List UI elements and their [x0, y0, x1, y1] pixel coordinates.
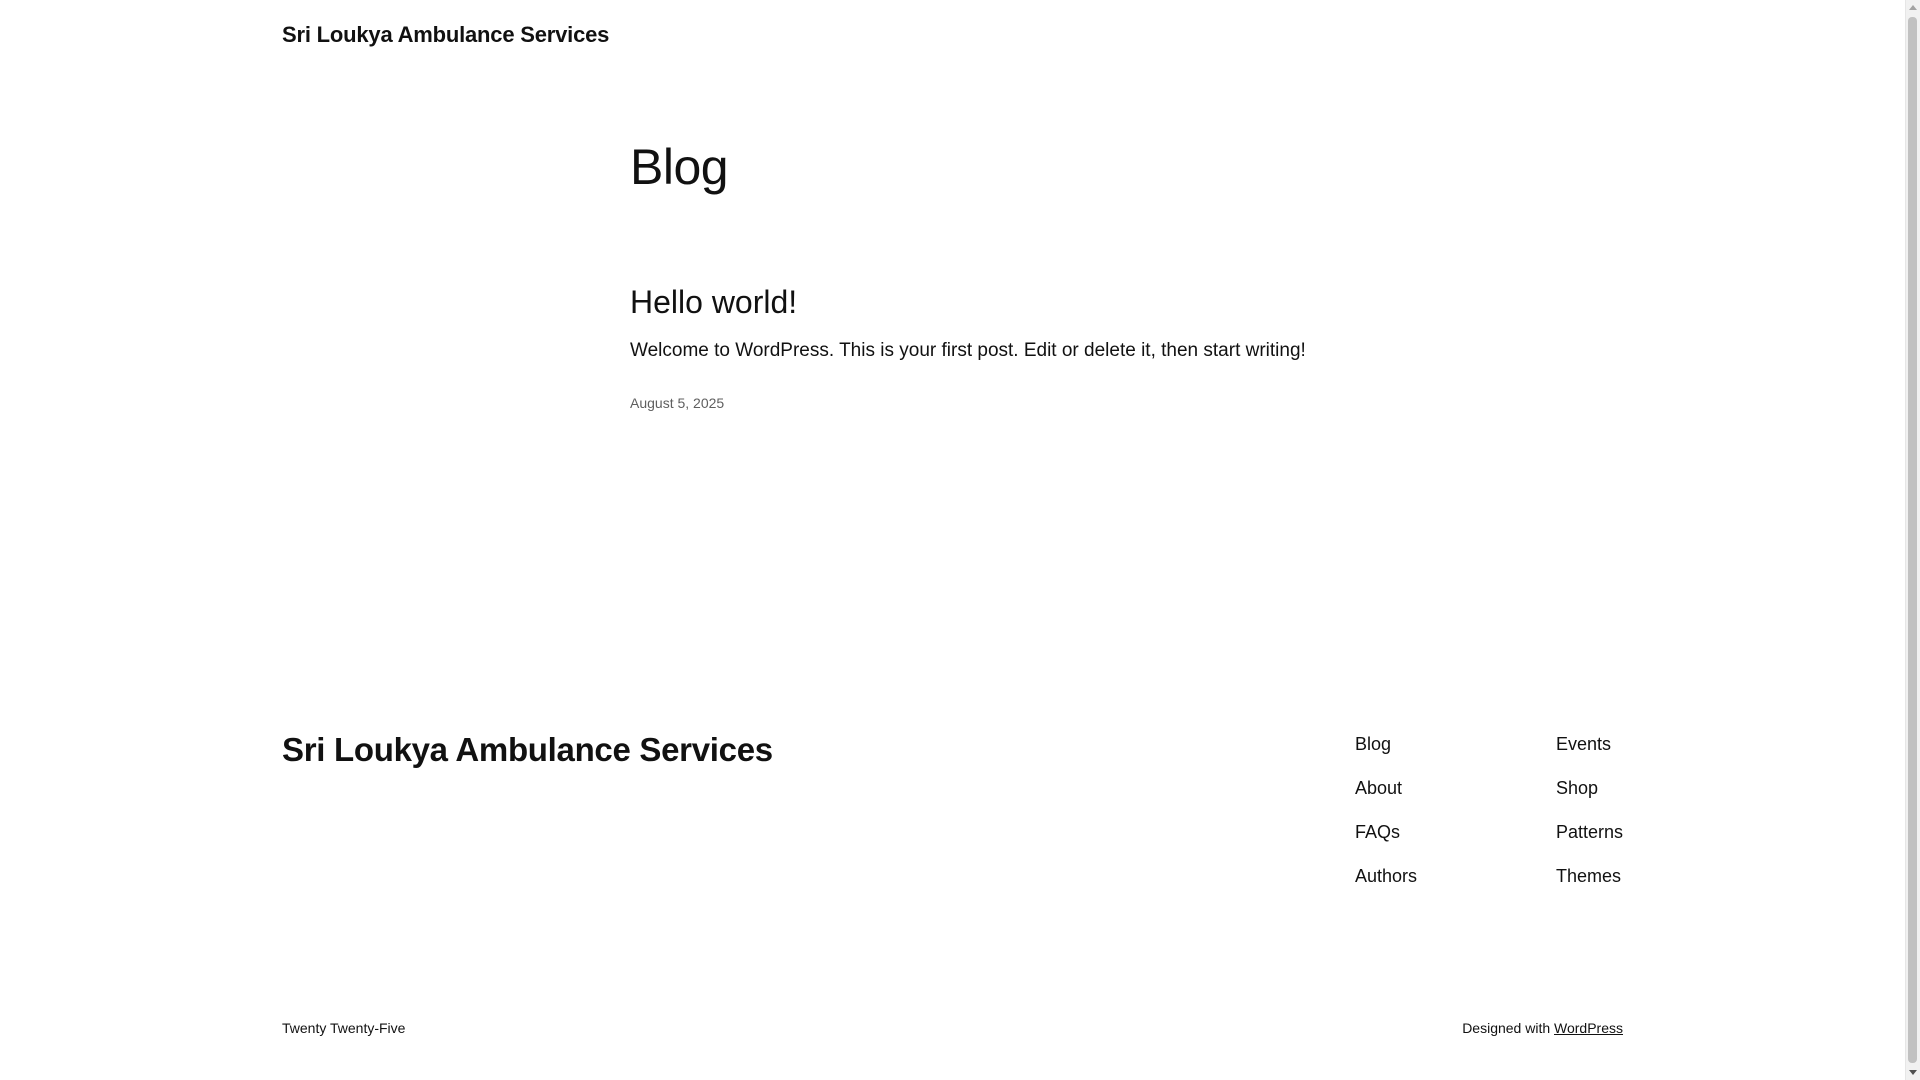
footer-nav-faqs[interactable]: FAQs — [1355, 822, 1401, 842]
post-excerpt: Welcome to WordPress. This is your first post. Edit or delete it, then start writing! — [630, 340, 1306, 361]
post-title-link[interactable]: Hello world! — [630, 284, 798, 320]
designed-with-label: Designed with — [1462, 1020, 1551, 1036]
scroll-down-arrow-icon[interactable] — [1909, 1070, 1917, 1075]
footer-nav-column-1 — [1355, 732, 1495, 908]
footer-nav-about[interactable]: About — [1355, 778, 1403, 798]
header-site-title-link[interactable]: Sri Loukya Ambulance Services — [282, 22, 610, 47]
footer-nav-themes[interactable]: Themes — [1556, 866, 1622, 886]
wordpress-link[interactable]: WordPress — [1554, 1020, 1623, 1036]
theme-credit: Twenty Twenty-Five — [282, 1020, 406, 1036]
scroll-up-arrow-icon[interactable] — [1909, 5, 1917, 10]
designed-with-credit — [1462, 1018, 1623, 1038]
footer-nav-column-2 — [1556, 732, 1696, 908]
footer-nav-patterns[interactable]: Patterns — [1556, 822, 1624, 842]
footer-nav-shop[interactable]: Shop — [1556, 778, 1599, 798]
footer-site-title-link[interactable]: Sri Loukya Ambulance Services — [282, 731, 773, 768]
footer-nav-events[interactable]: Events — [1556, 734, 1612, 754]
post-date-link[interactable]: August 5, 2025 — [630, 395, 725, 411]
footer-nav-authors[interactable]: Authors — [1355, 866, 1418, 886]
scrollbar-thumb[interactable] — [1908, 17, 1917, 1063]
page-title: Blog — [630, 139, 729, 195]
post-title — [630, 280, 1430, 324]
footer-nav-blog[interactable]: Blog — [1355, 734, 1392, 754]
vertical-scrollbar[interactable] — [1905, 0, 1920, 1080]
